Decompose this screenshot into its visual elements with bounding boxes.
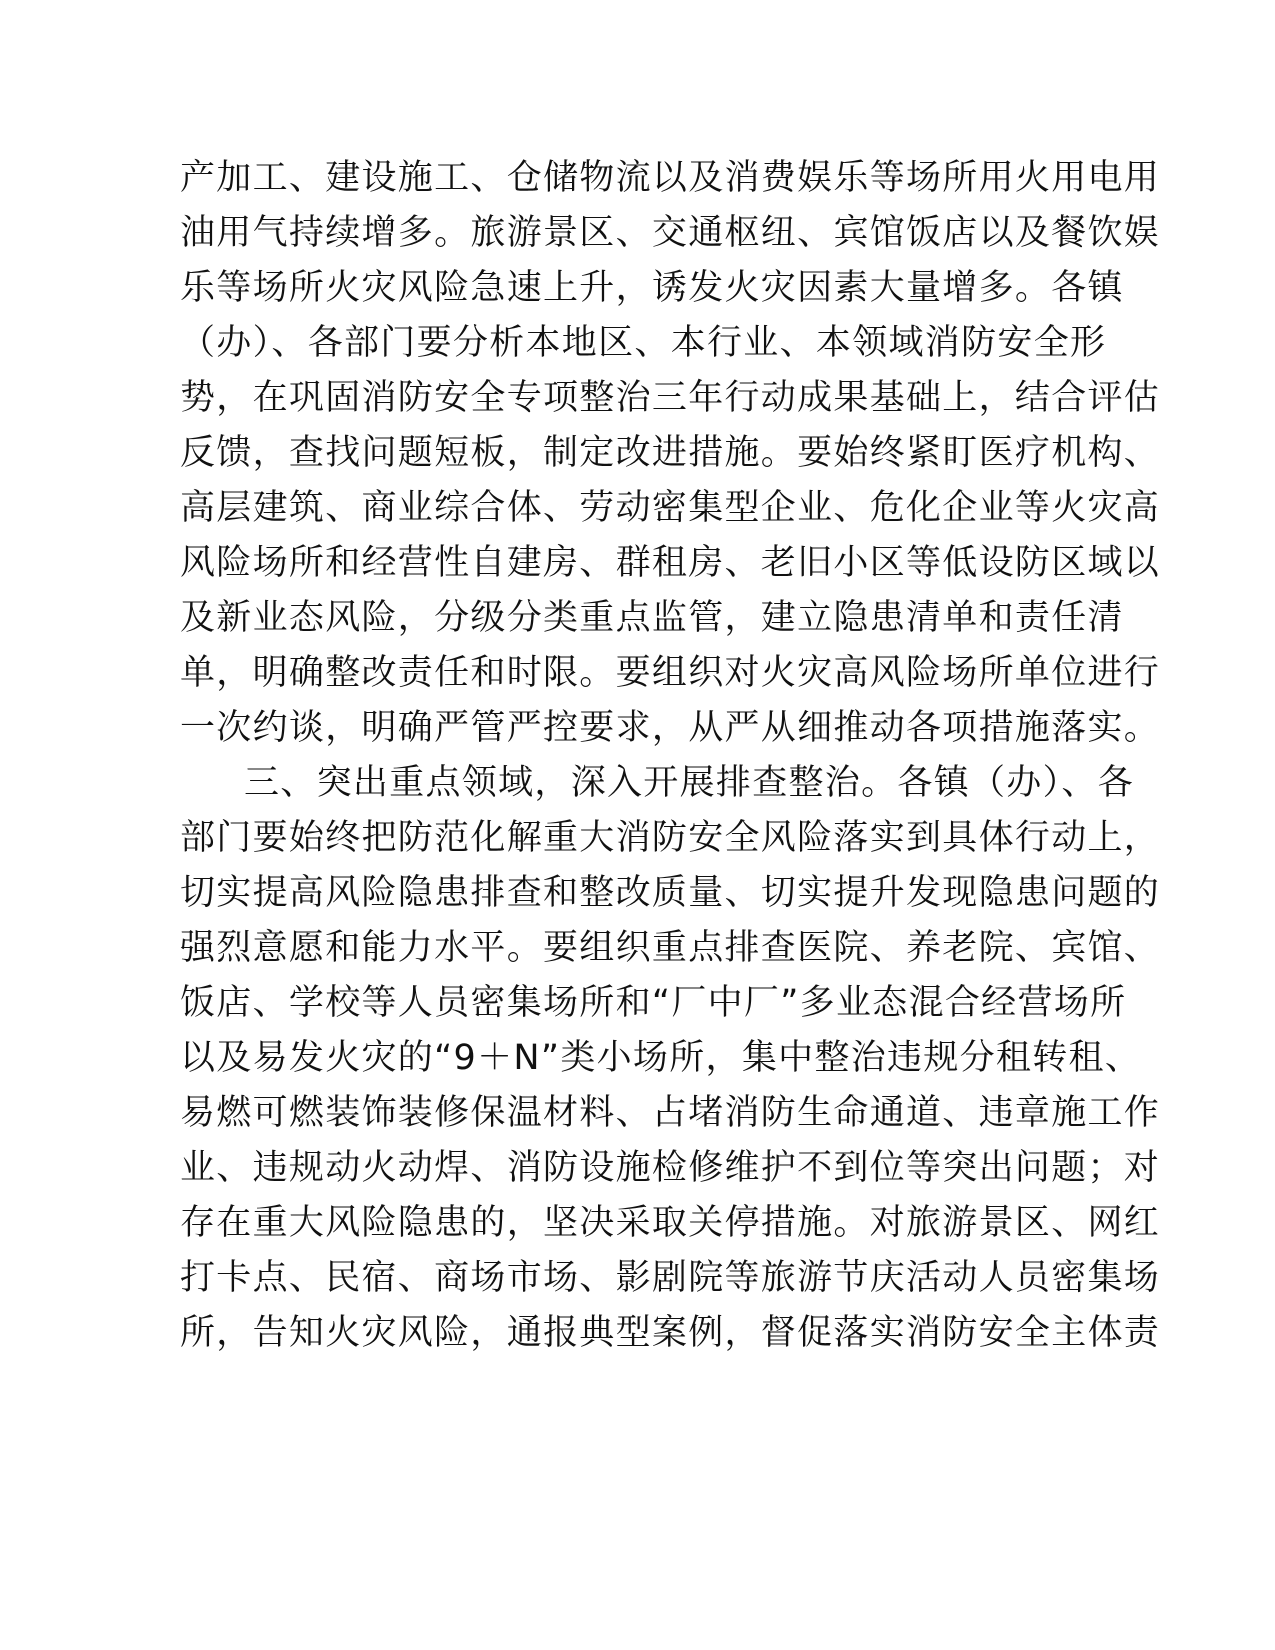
body-text	[180, 151, 1161, 1361]
text-line: 油用气持续增多。旅游景区、交通枢纽、宾馆饭店以及餐饮娱	[180, 213, 1161, 253]
text-line: 高层建筑、商业综合体、劳动密集型企业、危化企业等火灾高	[180, 488, 1161, 528]
text-line: 部门要始终把防范化解重大消防安全风险落实到具体行动上，	[180, 818, 1161, 858]
text-line: 单，明确整改责任和时限。要组织对火灾高风险场所单位进行	[180, 653, 1161, 693]
text-line: 饭店、学校等人员密集场所和“厂中厂”多业态混合经营场所	[180, 983, 1127, 1023]
text-line: 反馈，查找问题短板，制定改进措施。要始终紧盯医疗机构、	[180, 433, 1161, 473]
text-line: 业、违规动火动焊、消防设施检修维护不到位等突出问题；对	[180, 1148, 1161, 1188]
text-line: 以及易发火灾的“9＋N”类小场所，集中整治违规分租转租、	[180, 1038, 1142, 1078]
section-heading-line: 三、突出重点领域，深入开展排查整治。各镇（办）、各	[244, 763, 1135, 803]
text-line: 所，告知火灾风险，通报典型案例，督促落实消防安全主体责	[180, 1313, 1161, 1353]
text-line: 风险场所和经营性自建房、群租房、老旧小区等低设防区域以	[180, 543, 1161, 583]
text-line: 产加工、建设施工、仓储物流以及消费娱乐等场所用火用电用	[180, 158, 1161, 198]
text-line: 易燃可燃装饰装修保温材料、占堵消防生命通道、违章施工作	[180, 1093, 1161, 1133]
text-line: 打卡点、民宿、商场市场、影剧院等旅游节庆活动人员密集场	[180, 1258, 1161, 1298]
text-line: 强烈意愿和能力水平。要组织重点排查医院、养老院、宾馆、	[180, 928, 1161, 968]
text-line: 一次约谈，明确严管严控要求，从严从细推动各项措施落实。	[180, 708, 1161, 748]
text-line: （办）、各部门要分析本地区、本行业、本领域消防安全形	[180, 323, 1107, 363]
text-line: 乐等场所火灾风险急速上升，诱发火灾因素大量增多。各镇	[180, 268, 1124, 308]
text-line: 势，在巩固消防安全专项整治三年行动成果基础上，结合评估	[180, 378, 1161, 418]
text-line: 存在重大风险隐患的，坚决采取关停措施。对旅游景区、网红	[180, 1203, 1161, 1243]
text-line: 切实提高风险隐患排查和整改质量、切实提升发现隐患问题的	[180, 873, 1161, 913]
text-line: 及新业态风险，分级分类重点监管，建立隐患清单和责任清	[180, 598, 1124, 638]
